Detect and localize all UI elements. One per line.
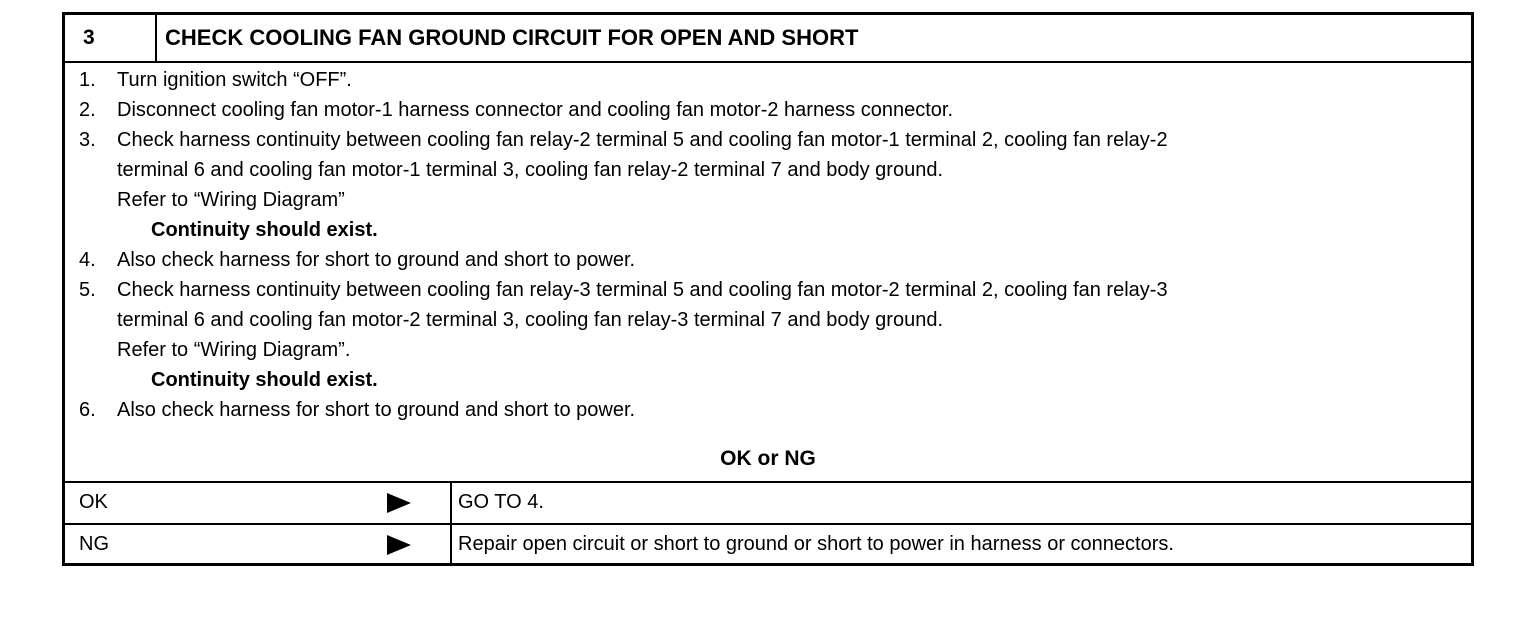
column-divider bbox=[450, 523, 452, 563]
step-text: Check harness continuity between cooling fan relay-3 terminal 5 and cooling fan motor-2 terminal 2, cooling fan relay-3 bbox=[117, 279, 1168, 301]
step-text: Also check harness for short to ground and short to power. bbox=[117, 249, 636, 271]
diagnostic-step-box bbox=[62, 12, 1474, 566]
procedure-step-6 bbox=[79, 395, 1461, 425]
step-index: 5. bbox=[79, 279, 96, 301]
step-index: 6. bbox=[79, 399, 96, 421]
procedure-step-5 bbox=[79, 275, 1461, 395]
column-divider bbox=[450, 481, 452, 523]
step-index: 2. bbox=[79, 99, 96, 121]
ok-ng-heading: OK or NG bbox=[65, 437, 1471, 483]
continuity-note: Continuity should exist. bbox=[151, 369, 378, 391]
continuity-note: Continuity should exist. bbox=[151, 219, 378, 241]
result-row-ng bbox=[65, 523, 1471, 563]
procedure-step-2 bbox=[79, 95, 1461, 125]
step-index: 4. bbox=[79, 249, 96, 271]
step-index: 3. bbox=[79, 129, 96, 151]
step-text: Also check harness for short to ground and short to power. bbox=[117, 399, 636, 421]
result-label: NG bbox=[79, 533, 109, 555]
step-text: terminal 6 and cooling fan motor-2 terminal 3, cooling fan relay-3 terminal 7 and body ground. bbox=[117, 309, 944, 331]
result-label: OK bbox=[79, 491, 108, 513]
procedure-steps bbox=[79, 65, 1461, 425]
procedure-step-3 bbox=[79, 125, 1461, 245]
result-action: Repair open circuit or short to ground or short to power in harness or connectors. bbox=[458, 533, 1174, 555]
step-reference: Refer to “Wiring Diagram” bbox=[117, 189, 345, 211]
step-text: Check harness continuity between cooling fan relay-2 terminal 5 and cooling fan motor-1 terminal 2, cooling fan relay-2 bbox=[117, 129, 1168, 151]
right-arrow-icon bbox=[387, 535, 411, 555]
step-title: CHECK COOLING FAN GROUND CIRCUIT FOR OPEN AND SHORT bbox=[165, 25, 859, 50]
procedure-step-1 bbox=[79, 65, 1461, 95]
step-number: 3 bbox=[65, 15, 157, 61]
right-arrow-icon bbox=[387, 493, 411, 513]
step-header bbox=[65, 15, 1471, 63]
result-action: GO TO 4. bbox=[458, 491, 544, 513]
procedure-step-4 bbox=[79, 245, 1461, 275]
step-text: Disconnect cooling fan motor-1 harness connector and cooling fan motor-2 harness connector. bbox=[117, 99, 954, 121]
step-reference: Refer to “Wiring Diagram”. bbox=[117, 339, 351, 361]
step-index: 1. bbox=[79, 69, 96, 91]
step-text: Turn ignition switch “OFF”. bbox=[117, 69, 352, 91]
step-text: terminal 6 and cooling fan motor-1 terminal 3, cooling fan relay-2 terminal 7 and body ground. bbox=[117, 159, 944, 181]
result-row-ok bbox=[65, 481, 1471, 525]
